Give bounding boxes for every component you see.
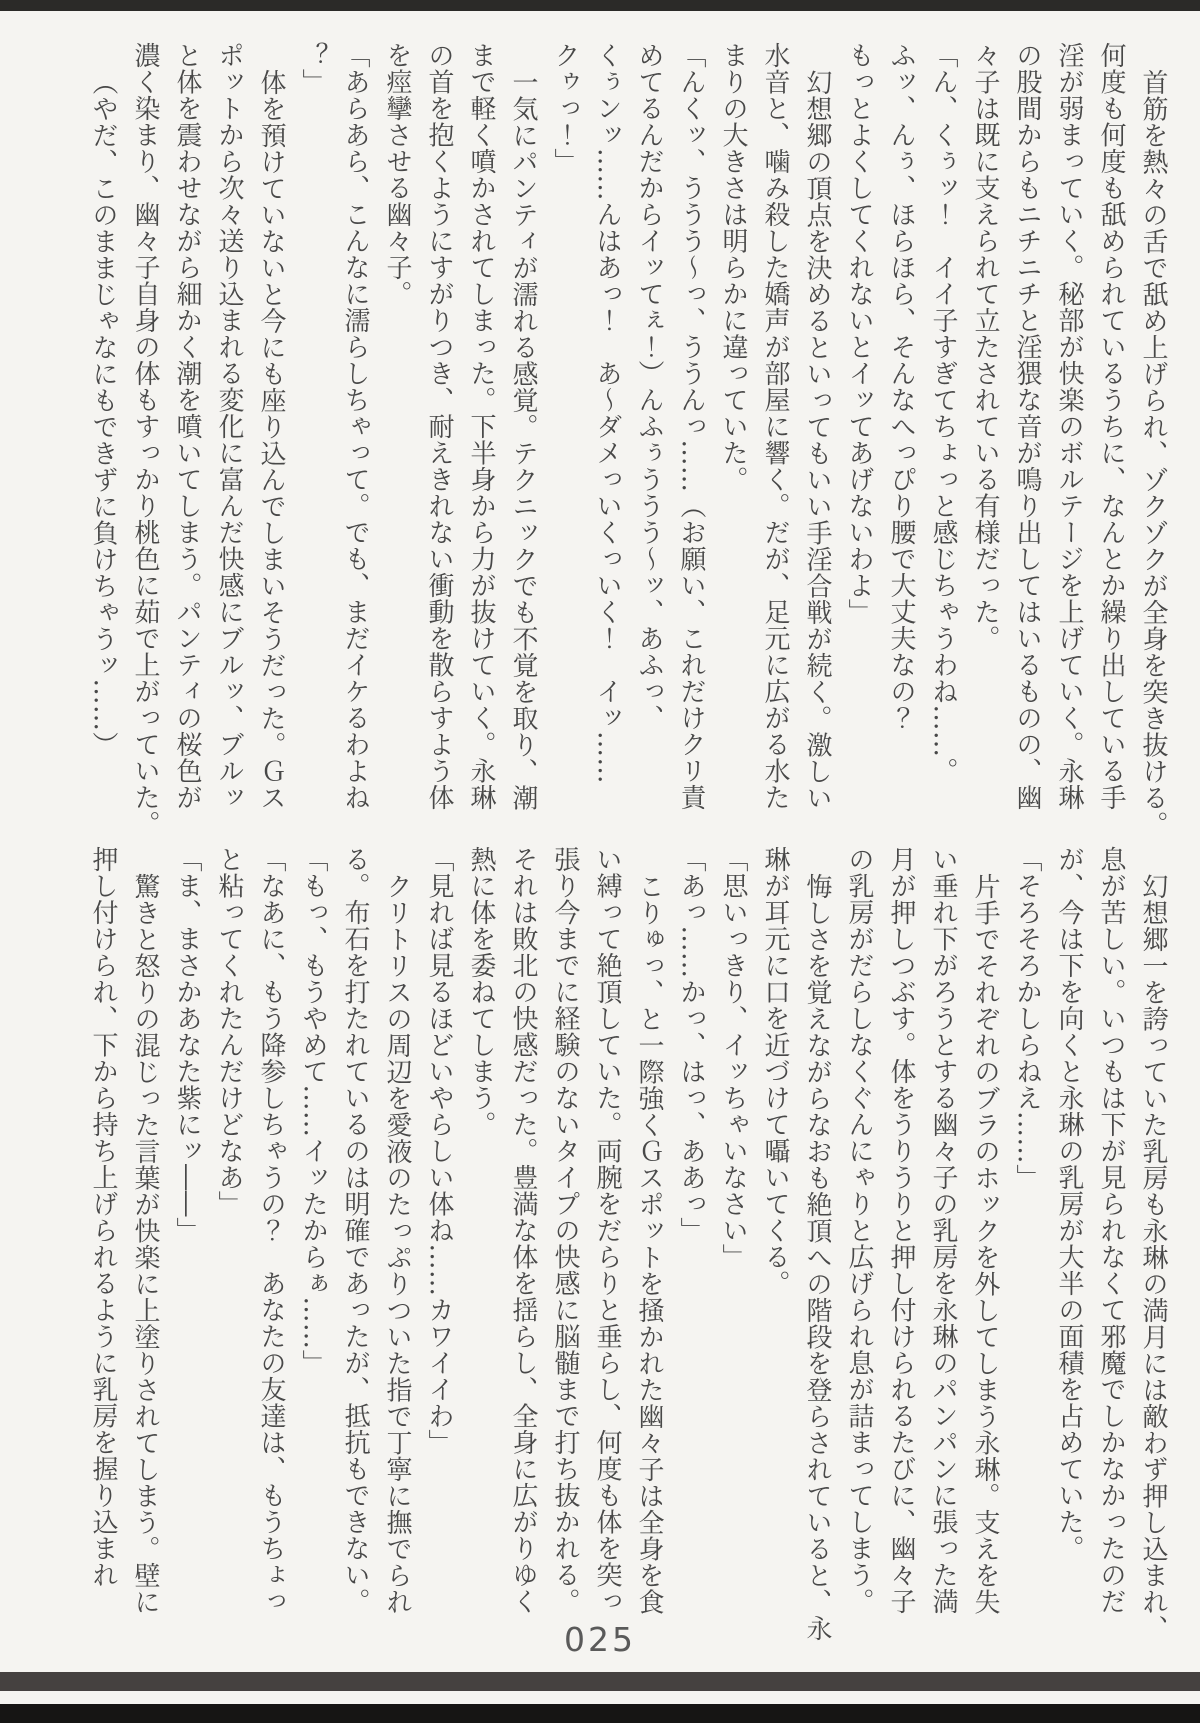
text-column: 悔しさを覚えながらなおも絶頂への階段を登らされていると、永 — [802, 873, 832, 1642]
text-column: 月が押しつぶす。体をうりうりと押し付けられるたびに、幽々子 — [886, 846, 916, 1615]
text-column: めてるんだからイッてぇ！）んふぅううう〜ッ、あふっ、 — [634, 42, 664, 731]
text-column: 「あっ……かっ、はっ、ああっ」 — [676, 846, 706, 1244]
text-column: 「ん、くぅッ！ イイ子すぎてちょっと感じちゃうわね……。 — [928, 42, 958, 784]
text-column: 「もっ、もうやめて……イッたからぁ……」 — [298, 846, 328, 1376]
text-column: が、今は下を向くと永琳の乳房が大半の面積を占めていた。 — [1054, 846, 1084, 1562]
text-column: それは敗北の快感だった。豊満な体を揺らし、全身に広がりゆく — [508, 846, 538, 1615]
text-column: 濃く染まり、幽々子自身の体もすっかり桃色に茹で上がっていた。 — [130, 42, 160, 837]
text-column: ？」 — [298, 42, 328, 95]
text-column: 「思いっきり、イッちゃいなさい」 — [718, 846, 748, 1270]
text-column: る。布石を打たれているのは明確であったが、抵抗もできない。 — [340, 846, 370, 1615]
text-column: い垂れ下がろうとする幽々子の乳房を永琳のパンパンに張った満 — [928, 846, 958, 1615]
page-number: 025 — [564, 1620, 636, 1659]
text-column: 水音と、噛み殺した嬌声が部屋に響く。だが、足元に広がる水た — [760, 42, 790, 811]
text-column: を痙攣させる幽々子。 — [382, 42, 412, 307]
text-column: 熱に体を委ねてしまう。 — [466, 846, 496, 1138]
text-column: い縛って絶頂していた。両腕をだらりと垂らし、何度も体を突っ — [592, 846, 622, 1615]
text-column: 「あらあら、こんなに濡らしちゃって。でも、まだイケるわよね — [340, 42, 370, 811]
text-column: 「んくッ、ううう〜っ、ううんっ……（お願い、これだけクリ責 — [676, 42, 706, 811]
text-column: 幻想郷の頂点を決めるといってもいい手淫合戦が続く。激しい — [802, 69, 832, 811]
text-column: の股間からもニチニチと淫猥な音が鳴り出してはいるものの、幽 — [1012, 42, 1042, 811]
text-column: 幻想郷一を誇っていた乳房も永琳の満月には敵わず押し込まれ、 — [1138, 873, 1168, 1642]
text-column: （やだ、このままじゃなにもできずに負けちゃうッ……） — [88, 69, 118, 758]
text-column: 驚きと怒りの混じった言葉が快楽に上塗りされてしまう。壁に — [130, 873, 160, 1615]
scan-edge-bottom-inner — [0, 1704, 1200, 1723]
text-column: 首筋を熱々の舌で舐め上げられ、ゾクゾクが全身を突き抜ける。 — [1138, 69, 1168, 838]
text-column: まで軽く噴かされてしまった。下半身から力が抜けていく。永琳 — [466, 42, 496, 811]
text-column: こりゅっ、と一際強くＧスポットを掻かれた幽々子は全身を食 — [634, 873, 664, 1615]
text-column: 々子は既に支えられて立たされている有様だった。 — [970, 42, 1000, 652]
text-column: クゥっ！」 — [550, 42, 580, 175]
text-column: の首を抱くようにすがりつき、耐えきれない衝動を散らすよう体 — [424, 42, 454, 811]
text-column: と体を震わせながら細かく潮を噴いてしまう。パンティの桜色が — [172, 42, 202, 811]
text-column: 「見れば見るほどいやらしい体ね……カワイイわ」 — [424, 846, 454, 1456]
text-column: の乳房がだらしなくぐんにゃりと広げられ息が詰まってしまう。 — [844, 846, 874, 1615]
text-column: 「なあに、もう降参しちゃうの？ あなたの友達は、もうちょっ — [256, 846, 286, 1615]
text-column: 一気にパンティが濡れる感覚。テクニックでも不覚を取り、潮 — [508, 69, 538, 811]
text-column: 張り今までに経験のないタイプの快感に脳髄まで打ち抜かれる。 — [550, 846, 580, 1615]
text-column: 押し付けられ、下から持ち上げられるように乳房を握り込まれ — [88, 846, 118, 1588]
text-column: くぅンッ……んはあっ！ あ〜ダメっいくっいく！ イッ…… — [592, 42, 622, 784]
text-column: 片手でそれぞれのブラのホックを外してしまう永琳。支えを失 — [970, 873, 1000, 1615]
text-column: ふッ、んぅ、ほらほら、そんなへっぴり腰で大丈夫なの？ — [886, 42, 916, 731]
scan-edge-bottom-outer — [0, 1672, 1200, 1691]
text-column: 琳が耳元に口を近づけて囁いてくる。 — [760, 846, 790, 1297]
text-column: 「ま、まさかあなた紫にッ――」 — [172, 846, 202, 1244]
text-column: 体を預けていないと今にも座り込んでしまいそうだった。Ｇス — [256, 69, 286, 811]
scan-edge-top — [0, 0, 1200, 11]
text-column: 淫が弱まっていく。秘部が快楽のボルテージを上げていく。永琳 — [1054, 42, 1084, 811]
text-column: ポットから次々送り込まれる変化に富んだ快感にブルッ、ブルッ — [214, 42, 244, 811]
text-column: クリトリスの周辺を愛液のたっぷりついた指で丁寧に撫でられ — [382, 873, 412, 1615]
text-column: 何度も何度も舐められているうちに、なんとか繰り出している手 — [1096, 42, 1126, 811]
text-column: と粘ってくれたんだけどなあ」 — [214, 846, 244, 1217]
text-column: まりの大きさは明らかに違っていた。 — [718, 42, 748, 493]
text-column: 息が苦しい。いつもは下が見られなくて邪魔でしかなかったのだ — [1096, 846, 1126, 1615]
text-block-top — [90, 42, 1166, 842]
text-column: 「そろそろかしらねえ……」 — [1012, 846, 1042, 1191]
text-column: もっとよくしてくれないとイッてあげないわよ」 — [844, 42, 874, 625]
